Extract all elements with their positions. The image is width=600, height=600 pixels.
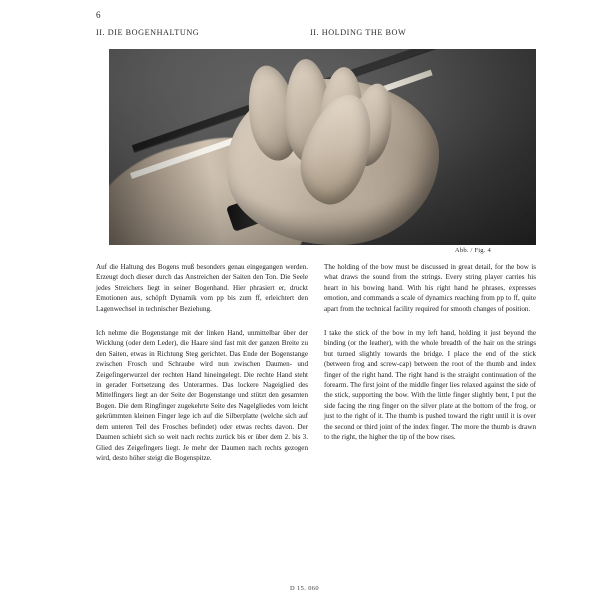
footer-code: D 15. 060 — [290, 585, 319, 592]
column-english — [324, 262, 536, 463]
photo-vignette — [109, 49, 536, 245]
heading-german: II. DIE BOGENHALTUNG — [96, 28, 200, 37]
paragraph: I take the stick of the bow in my left hand, holding it just beyond the binding (or the leather), with the whole breadth of the hair on the strings but turned slightly towards the bridge. I place the end of the stick (between frog and screw-cap) between the root of the thumb and index finger of the right hand. The right hand is the straight continuation of the forearm. The first joint of the middle finger lies relaxed against the side of the stick, supporting the bow. With the little finger slightly bent, I put the side facing the ring finger on the silver plate at the bottom of the frog, or just to the right of it. The thumb is pushed toward the right until it is over the second or third joint of the index finger. The more the thumb is drawn to the right, the higher the tip of the bow rises. — [324, 329, 536, 442]
paragraph: Auf die Haltung des Bogens muß besonders genau eingegangen werden. Erzeugt doch dieser durch das Anstreichen der Saiten den Ton. Die Seele jedes Streichers liegt in seiner Bogenhand. Hier phrasiert er, druckt Emotionen aus, schöpft Dynamik vom pp bis zum ff, erleichtert den Lagenwechsel in technischer Beziehung. — [96, 263, 308, 313]
paragraph: The holding of the bow must be discussed in great detail, for the bow is what draws the sound from the strings. Every string player carries his heart in his bowing hand. With his right hand he phrases, expresses emotion, and commands a scale of dynamics reaching from pp to ff, quite apart from the technical facility required for smooth changes of position. — [324, 263, 536, 313]
page-number: 6 — [96, 10, 101, 20]
figure-image — [109, 49, 536, 245]
column-german — [96, 262, 308, 463]
figure-caption: Abb. / Fig. 4 — [454, 247, 491, 254]
section-headings — [96, 28, 536, 37]
heading-english: II. HOLDING THE BOW — [310, 28, 407, 37]
body-columns — [96, 262, 536, 463]
paragraph: Ich nehme die Bogenstange mit der linken Hand, unmittelbar über der Wicklung (oder dem Leder), die Haare sind fast mit der ganzen Breite zu den Saiten, etwas in Richtung Steg gerichtet. Das Ende der Bogenstange zwischen Frosch und Schraube wird nun zwischen Daumen- und Zeigefingerwurzel der rechten Hand hineingelegt. Die rechte Hand steht in gerader Fortsetzung des Unterarmes. Das lockere Nageiglied des Mittelfingers liegt an der Seite der Bogenstange und stützt den gesamten Bogen. Die dem Ringfinger zugekehrte Seite des Nagelgliedes vom leicht gekrümmten kleinen Finger lege ich auf die Silberplatte (welche sich auf dem unteren Teil des Frosches befindet) oder etwas rechts davon. Der Daumen schiebt sich so weit nach rechts zurück bis er über dem 2. bis 3. Glied des Zeigefingers liegt. Je mehr der Daumen nach rechts gezogen wird, desto höher steigt die Bogenspitze. — [96, 329, 308, 462]
